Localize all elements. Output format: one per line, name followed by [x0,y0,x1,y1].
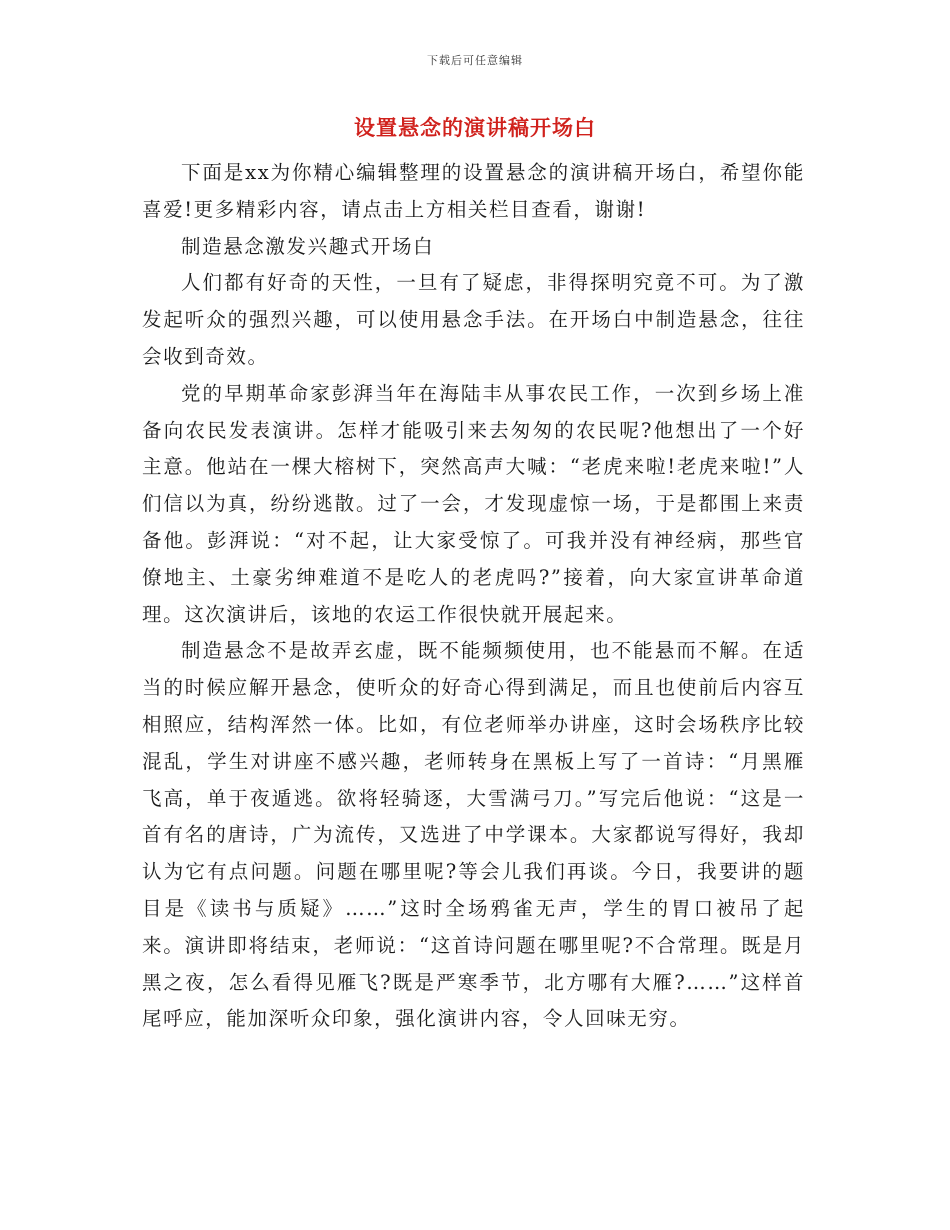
header-note: 下载后可任意编辑 [427,54,523,67]
body-paragraph: 制造悬念不是故弄玄虚，既不能频频使用，也不能悬而不解。在适当的时候应解开悬念，使听众的好奇心得到满足，而且也使前后内容互相照应，结构浑然一体。比如，有位老师举办讲座，这时会场秩序比较混乱，学生对讲座不感兴趣，老师转身在黑板上写了一首诗：“月黑雁飞高，单于夜遁逃。欲将轻骑逐，大雪满弓刀。”写完后他说：“这是一首有名的唐诗，广为流传，又选进了中学课本。大家都说写得好，我却认为它有点问题。问题在哪里呢?等会儿我们再谈。今日，我要讲的题目是《读书与质疑》……”这时全场鸦雀无声，学生的胃口被吊了起来。演讲即将结束，老师说：“这首诗问题在哪里呢?不合常理。既是月黑之夜，怎么看得见雁飞?既是严寒季节，北方哪有大雁?……”这样首尾呼应，能加深听众印象，强化演讲内容，令人回味无穷。 [142,639,805,1031]
intro-paragraph: 下面是xx为你精心编辑整理的设置悬念的演讲稿开场白，希望你能喜爱!更多精彩内容，请点击上方相关栏目查看，谢谢! [142,161,805,221]
document-body [142,155,805,1038]
section-heading: 制造悬念激发兴趣式开场白 [181,234,435,258]
body-paragraph: 人们都有好奇的天性，一旦有了疑虑，非得探明究竟不可。为了激发起听众的强烈兴趣，可以使用悬念手法。在开场白中制造悬念，往往会收到奇效。 [142,271,805,368]
document-title: 设置悬念的演讲稿开场白 [354,115,596,140]
body-paragraph: 党的早期革命家彭湃当年在海陆丰从事农民工作，一次到乡场上准备向农民发表演讲。怎样才能吸引来去匆匆的农民呢?他想出了一个好主意。他站在一棵大榕树下，突然高声大喊：“老虎来啦!老虎来啦!”人们信以为真，纷纷逃散。过了一会，才发现虚惊一场，于是都围上来责备他。彭湃说：“对不起，让大家受惊了。可我并没有神经病，那些官僚地主、土豪劣绅难道不是吃人的老虎吗?”接着，向大家宣讲革命道理。这次演讲后，该地的农运工作很快就开展起来。 [142,381,805,626]
